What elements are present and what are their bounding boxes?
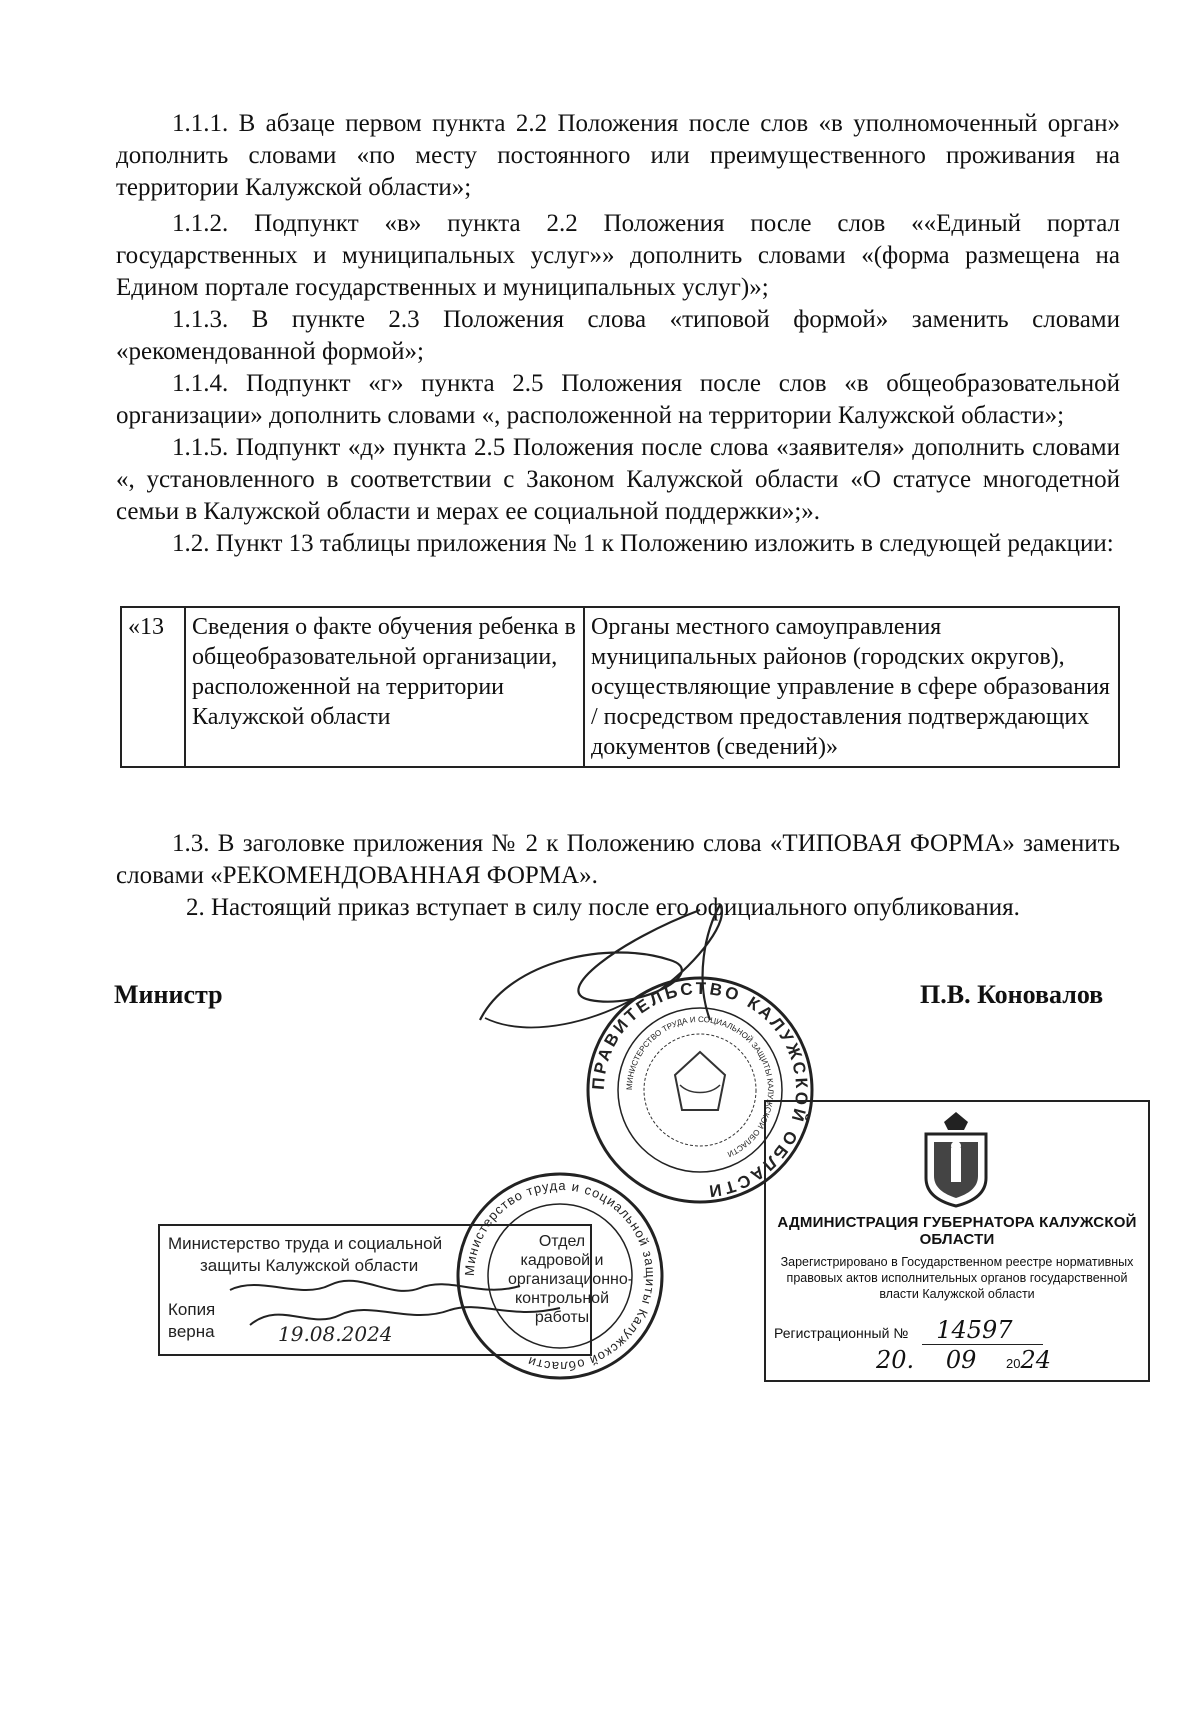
coat-of-arms-icon [916,1108,996,1208]
stamp-copy-label: Копия [168,1300,216,1319]
registration-date-month: 09 [945,1346,977,1374]
stamp-verified-label: верна [168,1322,215,1341]
small-seal-ring-text: Министерство труда и социальной защиты Калужской области [461,1177,659,1375]
registration-year-suffix: 24 [1020,1346,1052,1374]
paragraph-1-2: 1.2. Пункт 13 таблицы приложения № 1 к Положению изложить в следующей редакции: [172,530,1114,557]
registration-number-row [774,1316,1043,1344]
svg-text:МИНИСТЕРСТВО ТРУДА И СОЦИАЛЬНО [625,1015,775,1159]
registration-stamp [764,1100,1150,1382]
signature-name: П.В. Коновалов [920,980,1104,1009]
seal-outer-text: ПРАВИТЕЛЬСТВО КАЛУЖСКОЙ ОБЛАСТИ [588,978,812,1201]
table-cell-number: «13 [121,607,185,767]
registration-title: АДМИНИСТРАЦИЯ ГУБЕРНАТОРА КАЛУЖСКОЙ ОБЛАСТИ [777,1214,1137,1248]
paragraph-1-1-1: 1.1.1. В абзаце первом пункта 2.2 Положения после слов «в уполномоченный орган» дополнить словами «по месту постоянного или преимущественного проживания на территории Калужской области»; [116,110,1120,201]
paragraph-1-1-4: 1.1.4. Подпункт «г» пункта 2.5 Положения после слов «в общеобразовательной организации» дополнить словами «, расположенной на территории Калужской области»; [116,370,1120,429]
body-text [116,108,1120,560]
table-cell-source: Органы местного самоуправления муниципальных районов (городских округов), осуществляющие управление в сфере образования / посредством предоставления подтверждающих документов (сведений)» [584,607,1119,767]
paragraph-1-1-5: 1.1.5. Подпункт «д» пункта 2.5 Положения после слова «заявителя» дополнить словами «, установленного в соответствии с Законом Калужской области «О статусе многодетной семьи в Калужской области и мерах ее социальной поддержки»;». [116,434,1120,525]
signature-position: Министр [114,980,223,1009]
seal-inner-text: МИНИСТЕРСТВО ТРУДА И СОЦИАЛЬНОЙ ЗАЩИТЫ КАЛУЖСКОЙ ОБЛАСТИ [624,1014,776,1159]
stamp-ministry-line1: Министерство труда и социальной [168,1234,443,1253]
registration-number: 14597 [922,1316,1042,1345]
small-seal-center-text: Отдел кадровой и организационно-контрольной работы [508,1233,634,1326]
paragraph-1-1-3: 1.1.3. В пункте 2.3 Положения слова «типовой формой» заменить словами «рекомендованной формой»; [116,306,1120,365]
table-cell-info: Сведения о факте обучения ребенка в общеобразовательной организации, расположенной на территории Калужской области [185,607,584,767]
registration-number-label: Регистрационный № [774,1325,909,1341]
paragraph-1-3: 1.3. В заголовке приложения № 2 к Положению слова «ТИПОВАЯ ФОРМА» заменить словами «РЕКОМЕНДОВАННАЯ ФОРМА». [116,830,1120,889]
registration-date [876,1346,1051,1374]
paragraph-2: 2. Настоящий приказ вступает в силу после его официального опубликования. [186,894,1020,921]
table-row [121,607,1119,767]
registration-date-day: 20. [876,1346,915,1374]
stamp-ministry-line2: защиты Калужской области [200,1256,419,1275]
paragraph-1-1-2: 1.1.2. Подпункт «в» пункта 2.2 Положения после слов ««Единый портал государственных и муниципальных услуг»» дополнить словами «(форма размещена на Едином портале государственных и муниципальных услуг)»; [116,210,1120,301]
registration-year-prefix: 20 [1006,1356,1021,1371]
amendment-table [120,606,1120,768]
registration-text: Зарегистрировано в Государственном реестре нормативных правовых актов исполнительных органов государственной власти Калужской области [780,1255,1134,1301]
stamp-handwritten-date: 19.08.2024 [278,1322,393,1346]
